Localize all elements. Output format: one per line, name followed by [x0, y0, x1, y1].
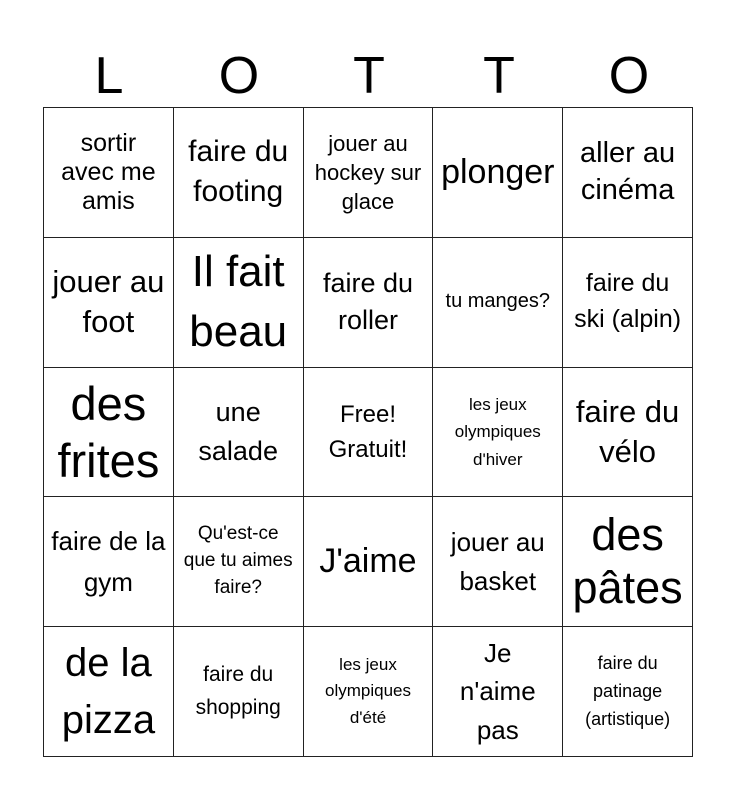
- title-letter: T: [483, 47, 515, 105]
- cell-text: jouer au basket: [450, 527, 545, 596]
- cell-text: Free! Gratuit!: [328, 400, 408, 463]
- bingo-cell[interactable]: [174, 108, 304, 238]
- bingo-cell[interactable]: [174, 497, 304, 627]
- cell-text: des pâtes: [572, 509, 683, 613]
- bingo-cell[interactable]: [44, 108, 174, 238]
- bingo-cell[interactable]: [44, 627, 174, 757]
- cell-text: faire du patinage (artistique): [585, 652, 671, 729]
- cell-text: faire du roller: [322, 267, 414, 336]
- title-letter: O: [608, 47, 650, 105]
- title-letter: O: [218, 47, 260, 105]
- cell-text: les jeux olympiques d'été: [324, 655, 411, 727]
- cell-text: aller au cinéma: [580, 137, 676, 207]
- bingo-cell[interactable]: [433, 627, 563, 757]
- bingo-cell[interactable]: [174, 238, 304, 368]
- bingo-cell[interactable]: [563, 627, 693, 757]
- cell-text: Qu'est-ce que tu aimes faire?: [183, 523, 293, 599]
- bingo-cell[interactable]: [433, 497, 563, 627]
- bingo-cell[interactable]: [44, 497, 174, 627]
- bingo-cell[interactable]: [304, 368, 434, 498]
- bingo-cell[interactable]: [304, 497, 434, 627]
- bingo-cell[interactable]: [563, 497, 693, 627]
- cell-text: faire du vélo: [575, 394, 680, 469]
- cell-text: sortir avec me amis: [61, 128, 156, 215]
- cell-text: Je n'aime pas: [459, 637, 536, 745]
- bingo-cell[interactable]: [563, 238, 693, 368]
- bingo-cell[interactable]: [174, 368, 304, 498]
- cell-text: une salade: [198, 396, 278, 466]
- bingo-cell[interactable]: [563, 108, 693, 238]
- cell-text: faire du shopping: [195, 663, 281, 719]
- bingo-cell[interactable]: [174, 627, 304, 757]
- bingo-cell[interactable]: [433, 108, 563, 238]
- bingo-board: [43, 107, 693, 757]
- cell-text: faire du footing: [188, 135, 289, 209]
- bingo-cell[interactable]: [433, 238, 563, 368]
- bingo-cell[interactable]: [304, 238, 434, 368]
- bingo-cell[interactable]: [304, 627, 434, 757]
- cell-text: Il fait beau: [189, 247, 288, 357]
- title-letter: T: [353, 47, 385, 105]
- cell-text: jouer au hockey sur glace: [314, 130, 422, 215]
- cell-text: de la pizza: [61, 640, 156, 742]
- cell-text: J'aime: [319, 542, 417, 581]
- title-row: [44, 46, 694, 106]
- cell-text: jouer au foot: [52, 264, 165, 340]
- bingo-cell[interactable]: [563, 368, 693, 498]
- cell-text: plonger: [441, 152, 555, 191]
- bingo-cell[interactable]: [44, 238, 174, 368]
- cell-text: faire du ski (alpin): [574, 269, 682, 334]
- bingo-cell[interactable]: [433, 368, 563, 498]
- cell-text: faire de la gym: [51, 525, 166, 597]
- bingo-cell[interactable]: [304, 108, 434, 238]
- cell-text: des frites: [57, 376, 160, 487]
- title-letter: L: [94, 47, 124, 105]
- cell-text: tu manges?: [445, 290, 551, 313]
- cell-text: les jeux olympiques d'hiver: [454, 395, 541, 469]
- bingo-cell[interactable]: [44, 368, 174, 498]
